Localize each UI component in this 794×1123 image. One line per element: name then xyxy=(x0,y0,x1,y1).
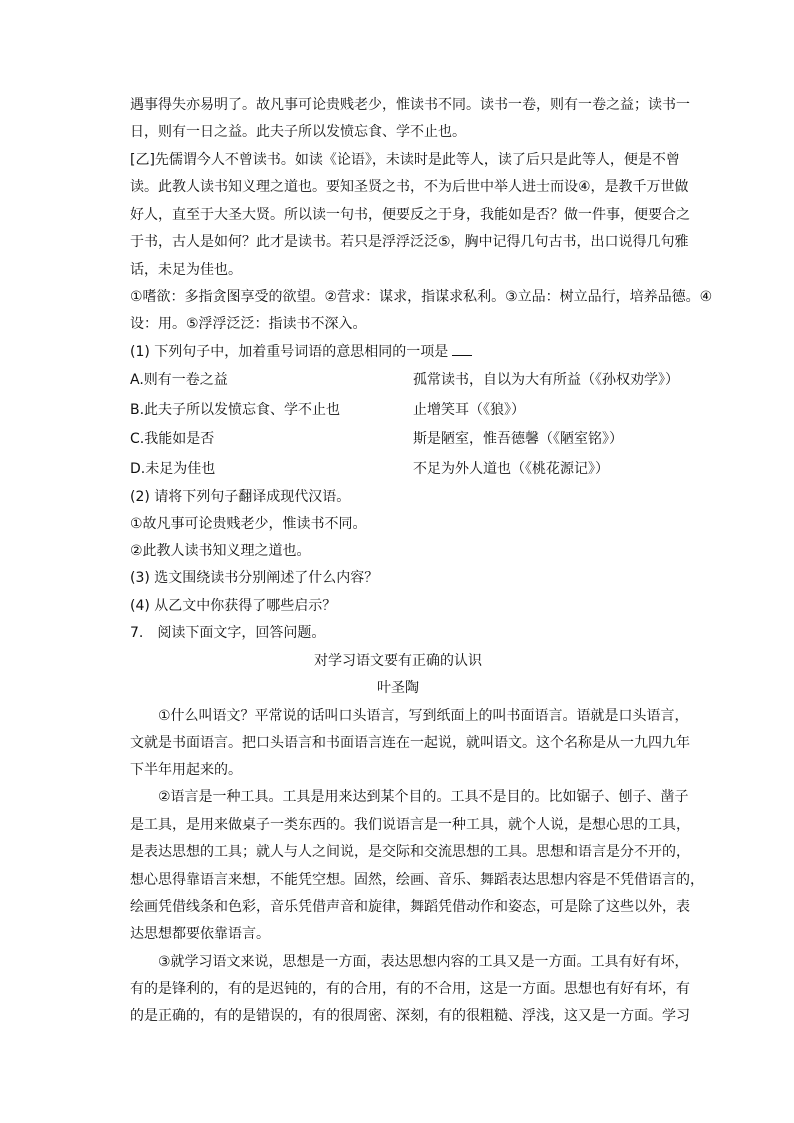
article-para2-line: 是表达思想的工具；就人与人之间说，是交际和交流思想的工具。思想和语言是分不开的， xyxy=(130,844,690,860)
article-para1-line: ①什么叫语文？平常说的话叫口头语言，写到纸面上的叫书面语言。语就是口头语言， xyxy=(158,708,689,724)
article-para2-line: 想心思得靠语言来想，不能凭空想。固然，绘画、音乐、舞蹈表达思想内容是不凭借语言的， xyxy=(130,872,704,888)
question-3-prompt: (3) 选文围绕读书分别阐述了什么内容？ xyxy=(130,570,379,586)
article-para3-line: ③就学习语文来说，思想是一方面，表达思想内容的工具又是一方面。工具有好有坏， xyxy=(158,954,689,970)
option-a-left: A.则有一卷之益 xyxy=(130,372,228,388)
option-c-left: C.我能如是否 xyxy=(130,431,215,447)
passage-b-line: 读。此教人读书知义理之道也。要知圣贤之书，不为后世中举人进士而设④，是教千万世做 xyxy=(130,179,689,195)
question-1-prompt xyxy=(130,341,472,362)
passage-b-line: 话，未足为佳也。 xyxy=(130,262,242,278)
option-d-right: 不足为外人道也（《桃花源记》） xyxy=(413,461,609,477)
question-4-prompt: (4) 从乙文中你获得了哪些启示？ xyxy=(130,598,337,614)
article-para2-line: 达思想都要依靠语言。 xyxy=(130,926,270,942)
passage-b-line: 于书，古人是如何？此才是读书。若只是浮浮泛泛⑤，胸中记得几句古书，出口说得几句雅 xyxy=(130,234,689,250)
article-para2-line: ②语言是一种工具。工具是用来达到某个目的。工具不是目的。比如锯子、刨子、凿子 xyxy=(158,789,689,805)
question-2-item: ①故凡事可论贵贱老少，惟读书不同。 xyxy=(130,516,367,532)
article-para3-line: 的是正确的，有的是错误的，有的很周密、深刻，有的很粗糙、浮浅，这又是一方面。学习 xyxy=(130,1008,690,1024)
note-line: 设：用。⑤浮浮泛泛：指读书不深入。 xyxy=(130,316,367,332)
question-2-prompt: (2) 请将下列句子翻译成现代汉语。 xyxy=(130,489,351,505)
question-2-item: ②此教人读书知义理之道也。 xyxy=(130,543,311,559)
question-7-heading: 7. 阅读下面文字，回答问题。 xyxy=(130,625,326,641)
passage-b-line: 好人，直至于大圣大贤。所以读一句书，便要反之于身，我能如是否？做一件事，便要合之 xyxy=(130,207,690,223)
answer-blank[interactable] xyxy=(452,341,472,356)
note-line: ①嗜欲：多指贪图享受的欲望。②营求：谋求，指谋求私利。③立品：树立品行，培养品德。④ xyxy=(130,289,713,305)
passage-a-line: 日，则有一日之益。此夫子所以发愤忘食、学不止也。 xyxy=(130,124,466,140)
passage-a-line: 遇事得失亦易明了。故凡事可论贵贱老少，惟读书不同。读书一卷，则有一卷之益；读书一 xyxy=(130,97,690,113)
article-para2-line: 是工具，是用来做桌子一类东西的。我们说语言是一种工具，就个人说，是想心思的工具， xyxy=(130,817,690,833)
passage-b-line: [乙]先儒谓今人不曾读书。如读《论语》，未读时是此等人，读了后只是此等人，便是不曾 xyxy=(130,152,680,168)
question-1-text: (1) 下列句子中，加着重号词语的意思相同的一项是 xyxy=(130,344,449,360)
option-c-right: 斯是陋室，惟吾德馨（《陋室铭》） xyxy=(413,431,623,447)
article-para1-line: 下半年用起来的。 xyxy=(130,762,242,778)
article-para1-line: 文就是书面语言。把口头语言和书面语言连在一起说，就叫语文。这个名称是从一九四九年 xyxy=(130,735,690,751)
option-b-left: B.此夫子所以发愤忘食、学不止也 xyxy=(130,402,341,418)
option-a-right: 孤常读书，自以为大有所益（《孙权劝学》） xyxy=(413,372,679,388)
option-b-right: 止增笑耳（《狼》） xyxy=(413,402,525,418)
article-para3-line: 有的是锋利的，有的是迟钝的，有的合用，有的不合用，这是一方面。思想也有好有坏，有 xyxy=(130,981,690,997)
article-author: 叶圣陶 xyxy=(377,680,419,696)
article-title: 对学习语文要有正确的认识 xyxy=(314,653,482,669)
option-d-left: D.未足为佳也 xyxy=(130,461,216,477)
article-para2-line: 绘画凭借线条和色彩，音乐凭借声音和旋律，舞蹈凭借动作和姿态，可是除了这些以外，表 xyxy=(130,899,690,915)
